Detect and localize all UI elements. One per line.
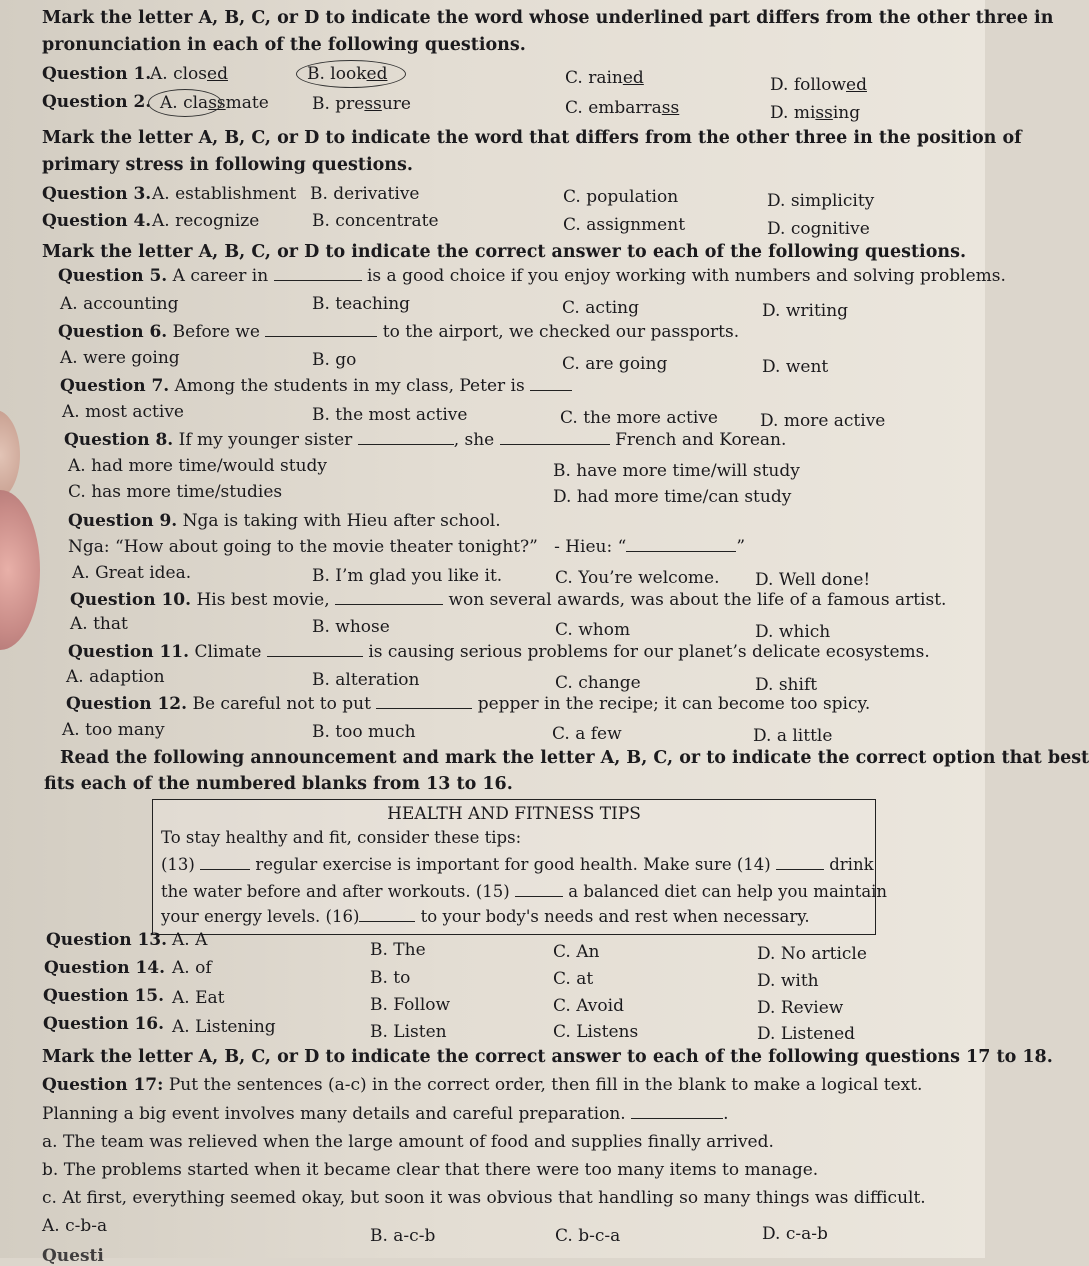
q6-option-a[interactable]: A. were going — [60, 348, 180, 368]
q2-option-d[interactable] — [770, 103, 860, 123]
question-12-label: Question 12. — [66, 694, 188, 714]
q7-option-c[interactable]: C. the more active — [560, 408, 718, 428]
q14-option-c[interactable]: C. at — [553, 969, 594, 989]
q12-text-post: pepper in the recipe; it can become too spicy. — [477, 694, 871, 714]
q6-text-post: to the airport, we checked our passports. — [382, 322, 740, 342]
q11-blank[interactable] — [267, 655, 363, 657]
q9-text: Nga is taking with Hieu after school. — [182, 511, 501, 531]
question-8-label: Question 8. — [64, 430, 174, 450]
question-1-label: Question 1. — [42, 64, 152, 84]
question-10-stem — [70, 590, 946, 610]
q5-option-a[interactable]: A. accounting — [60, 294, 179, 314]
q6-blank[interactable] — [265, 335, 377, 337]
q1-c-underlined: ed — [622, 68, 644, 88]
q8-blank-2[interactable] — [500, 443, 610, 445]
q15-option-a[interactable]: A. Eat — [172, 988, 225, 1008]
q8-text-post: French and Korean. — [615, 430, 787, 450]
question-17-stem — [42, 1075, 922, 1095]
q17-blank[interactable] — [631, 1117, 723, 1119]
handwritten-circle-q2 — [148, 89, 222, 117]
q9-dialogue-nga: Nga: “How about going to the movie theater tonight?” — [68, 537, 538, 557]
blank-13-label: (13) — [161, 855, 195, 874]
announcement-line-3-text: the water before and after workouts. (15) — [161, 882, 510, 901]
q17-intro-text: Planning a big event involves many details and careful preparation. — [42, 1104, 626, 1124]
q7-option-b[interactable]: B. the most active — [312, 405, 468, 425]
q6-option-b[interactable]: B. go — [312, 350, 357, 370]
q2-a-underlined: ss — [208, 93, 226, 113]
q1-b-underlined: ed — [366, 64, 388, 84]
q5-blank[interactable] — [274, 279, 362, 281]
announcement-line-1: To stay healthy and fit, consider these tips: — [161, 828, 522, 847]
q6-text-pre: Before we — [172, 322, 260, 342]
q10-option-b[interactable]: B. whose — [312, 617, 390, 637]
q2-c-underlined: ss — [661, 98, 680, 118]
announcement-line-2-text: regular exercise is important for good health. Make sure (14) — [255, 855, 771, 874]
q2-a-text: A. cla — [160, 93, 209, 113]
question-11-label: Question 11. — [68, 642, 190, 662]
announcement-line-2-end: drink — [829, 855, 874, 874]
q2-option-b[interactable] — [312, 94, 411, 114]
q5-text-post: is a good choice if you enjoy working with numbers and solving problems. — [366, 266, 1006, 286]
q3-option-b[interactable]: B. derivative — [310, 184, 420, 204]
finger-shadow — [0, 410, 20, 500]
q1-a-underlined: ed — [207, 64, 228, 84]
q1-b-text: B. look — [307, 64, 367, 84]
q15-option-c[interactable]: C. Avoid — [553, 996, 624, 1016]
q5-option-c[interactable]: C. acting — [562, 298, 639, 318]
q8-text-mid: , she — [453, 430, 495, 450]
question-9-label: Question 9. — [68, 511, 178, 531]
q17-intro: Planning a big event involves many details and careful preparation. . — [42, 1104, 729, 1124]
q3-option-a[interactable]: A. establishment — [152, 184, 297, 204]
q4-option-c[interactable]: C. assignment — [563, 215, 686, 235]
q17-option-b[interactable]: B. a-c-b — [370, 1226, 436, 1246]
q8-option-b[interactable]: B. have more time/will study — [553, 461, 800, 481]
q11-option-a[interactable]: A. adaption — [66, 667, 165, 687]
q10-option-a[interactable]: A. that — [70, 614, 128, 634]
q13-option-b[interactable]: B. The — [370, 940, 426, 960]
question-12-stem — [66, 694, 870, 714]
q10-option-c[interactable]: C. whom — [555, 620, 631, 640]
q12-option-a[interactable]: A. too many — [62, 720, 165, 740]
q4-option-a[interactable]: A. recognize — [152, 211, 260, 231]
q1-option-d[interactable] — [770, 75, 867, 95]
question-6-stem — [58, 322, 739, 342]
announcement-line-3-end: a balanced diet can help you maintain — [568, 882, 888, 901]
q17-sentence-c: c. At first, everything seemed okay, but soon it was obvious that handling so many things was difficult. — [42, 1188, 926, 1208]
question-8-stem — [64, 430, 786, 450]
q2-c-text: C. embarra — [565, 98, 662, 118]
question-4-label: Question 4. — [42, 211, 152, 231]
q11-option-d[interactable]: D. shift — [755, 675, 818, 695]
q2-b-text: B. pre — [312, 94, 365, 114]
q9-dialogue-close-quote: ” — [736, 537, 746, 557]
q5-option-b[interactable]: B. teaching — [312, 294, 411, 314]
q14-option-d[interactable]: D. with — [757, 971, 819, 991]
announcement-line-4-end: to your body's needs and rest when necessary. — [420, 907, 810, 926]
blank-13[interactable] — [200, 868, 250, 870]
q2-d-text-end: ing — [832, 103, 861, 123]
q12-option-c[interactable]: C. a few — [552, 724, 622, 744]
section-heading-stress: Mark the letter A, B, C, or D to indicate the word that differs from the other three in the position of — [42, 128, 1022, 148]
question-7-label: Question 7. — [60, 376, 170, 396]
section-heading-pronunciation-2: pronunciation in each of the following questions. — [42, 35, 526, 55]
handwritten-circle-q1 — [296, 60, 406, 88]
q2-b-underlined: ss — [364, 94, 382, 114]
q9-option-c[interactable]: C. You’re welcome. — [555, 568, 720, 588]
q16-option-d[interactable]: D. Listened — [757, 1024, 856, 1044]
question-10-label: Question 10. — [70, 590, 192, 610]
q7-option-a[interactable]: A. most active — [62, 402, 184, 422]
q6-option-d[interactable]: D. went — [762, 357, 829, 377]
q12-text-pre: Be careful not to put — [192, 694, 371, 714]
q9-dialogue — [68, 537, 745, 557]
q9-dialogue-hieu: - Hieu: “ — [554, 537, 627, 557]
q12-blank[interactable] — [376, 707, 472, 709]
q2-b-text-end: ure — [381, 94, 411, 114]
q8-text-pre: If my younger sister — [178, 430, 353, 450]
question-16-label: Question 16. — [43, 1014, 165, 1034]
q8-option-d[interactable]: D. had more time/can study — [553, 487, 792, 507]
blank-14[interactable] — [776, 868, 824, 870]
q3-option-c[interactable]: C. population — [563, 187, 679, 207]
q12-option-d[interactable]: D. a little — [753, 726, 833, 746]
section-heading-reading-2: fits each of the numbered blanks from 13 to 16. — [44, 774, 513, 794]
q7-text-pre: Among the students in my class, Peter is — [174, 376, 525, 396]
q13-option-d[interactable]: D. No article — [757, 944, 867, 964]
q10-blank[interactable] — [335, 603, 443, 605]
q17-option-d[interactable]: D. c-a-b — [762, 1224, 828, 1244]
section-heading-q17-18: Mark the letter A, B, C, or D to indicate the correct answer to each of the following questions 17 to 18. — [42, 1047, 1053, 1067]
section-heading-pronunciation: Mark the letter A, B, C, or D to indicate the word whose underlined part differs from the other three in — [42, 8, 1054, 28]
announcement-box — [152, 799, 888, 935]
q15-option-d[interactable]: D. Review — [757, 998, 844, 1018]
q2-d-underlined: ss — [815, 103, 833, 123]
q3-option-d[interactable]: D. simplicity — [767, 191, 875, 211]
question-17-label: Question 17: — [42, 1075, 164, 1095]
q6-option-c[interactable]: C. are going — [562, 354, 668, 374]
q2-d-text: D. mi — [770, 103, 816, 123]
q8-option-c[interactable]: C. has more time/studies — [68, 482, 283, 502]
q12-option-b[interactable]: B. too much — [312, 722, 416, 742]
q7-blank[interactable] — [530, 389, 572, 391]
q9-blank[interactable] — [626, 550, 736, 552]
finger — [0, 490, 40, 650]
announcement-line-4 — [161, 907, 810, 926]
q8-blank-1[interactable] — [358, 443, 454, 445]
q10-option-d[interactable]: D. which — [755, 622, 831, 642]
q17-option-c[interactable]: C. b-c-a — [555, 1226, 621, 1246]
q1-d-text: D. follow — [770, 75, 847, 95]
q14-option-b[interactable]: B. to — [370, 968, 411, 988]
question-18-partial: Questi — [42, 1246, 104, 1266]
q16-option-c[interactable]: C. Listens — [553, 1022, 639, 1042]
question-5-stem — [58, 266, 1006, 286]
section-heading-reading: Read the following announcement and mark the letter A, B, C, or to indicate the correct option that best — [60, 748, 1089, 768]
question-7-stem — [60, 376, 572, 396]
question-14-label: Question 14. — [44, 958, 166, 978]
q13-option-a[interactable]: A. A — [172, 930, 208, 950]
q1-a-text: A. clos — [150, 64, 208, 84]
q15-option-b[interactable]: B. Follow — [370, 995, 451, 1015]
blank-16[interactable] — [359, 920, 415, 922]
q5-text-pre: A career in — [172, 266, 269, 286]
q4-option-b[interactable]: B. concentrate — [312, 211, 439, 231]
q8-option-a[interactable]: A. had more time/would study — [68, 456, 328, 476]
q17-sentence-b: b. The problems started when it became clear that there were too many items to manage. — [42, 1160, 819, 1180]
q7-option-d[interactable]: D. more active — [760, 411, 886, 431]
question-11-stem — [68, 642, 930, 662]
question-5-label: Question 5. — [58, 266, 168, 286]
q10-text-post: won several awards, was about the life of a famous artist. — [448, 590, 947, 610]
q16-option-a[interactable]: A. Listening — [172, 1017, 276, 1037]
q10-text-pre: His best movie, — [196, 590, 330, 610]
question-6-label: Question 6. — [58, 322, 168, 342]
q17-option-a[interactable]: A. c-b-a — [42, 1216, 108, 1236]
q11-text-pre: Climate — [194, 642, 262, 662]
question-9-stem — [68, 511, 501, 531]
question-13-label: Question 13. — [46, 930, 168, 950]
q9-option-d[interactable]: D. Well done! — [755, 570, 871, 590]
q11-text-post: is causing serious problems for our planet’s delicate ecosystems. — [368, 642, 930, 662]
q9-option-a[interactable]: A. Great idea. — [72, 563, 192, 583]
question-3-label: Question 3. — [42, 184, 152, 204]
q17-sentence-a: a. The team was relieved when the large amount of food and supplies finally arrived. — [42, 1132, 774, 1152]
announcement-line-4-text: your energy levels. (16) — [161, 907, 360, 926]
q16-option-b[interactable]: B. Listen — [370, 1022, 447, 1042]
q13-option-c[interactable]: C. An — [553, 942, 600, 962]
announcement-line-3 — [161, 882, 887, 901]
announcement-line-2 — [161, 855, 874, 874]
question-2-label: Question 2. — [42, 92, 152, 112]
q11-option-c[interactable]: C. change — [555, 673, 641, 693]
q14-option-a[interactable]: A. of — [172, 958, 212, 978]
question-15-label: Question 15. — [43, 986, 165, 1006]
section-heading-correct-answer: Mark the letter A, B, C, or D to indicate the correct answer to each of the following questions. — [42, 242, 967, 262]
q4-option-d[interactable]: D. cognitive — [767, 219, 870, 239]
blank-15[interactable] — [515, 895, 563, 897]
section-heading-stress-2: primary stress in following questions. — [42, 155, 413, 175]
q1-option-c[interactable] — [565, 68, 644, 88]
q1-c-text: C. rain — [565, 68, 623, 88]
announcement-title: HEALTH AND FITNESS TIPS — [387, 804, 641, 824]
q17-text: Put the sentences (a-c) in the correct order, then fill in the blank to make a logical text. — [168, 1075, 923, 1095]
q11-option-b[interactable]: B. alteration — [312, 670, 420, 690]
q5-option-d[interactable]: D. writing — [762, 301, 849, 321]
q2-option-c[interactable] — [565, 98, 679, 118]
q2-a-text-end: mate — [225, 93, 269, 113]
q9-option-b[interactable]: B. I’m glad you like it. — [312, 566, 503, 586]
q1-option-a[interactable] — [150, 64, 228, 84]
q1-d-underlined: ed — [846, 75, 867, 95]
